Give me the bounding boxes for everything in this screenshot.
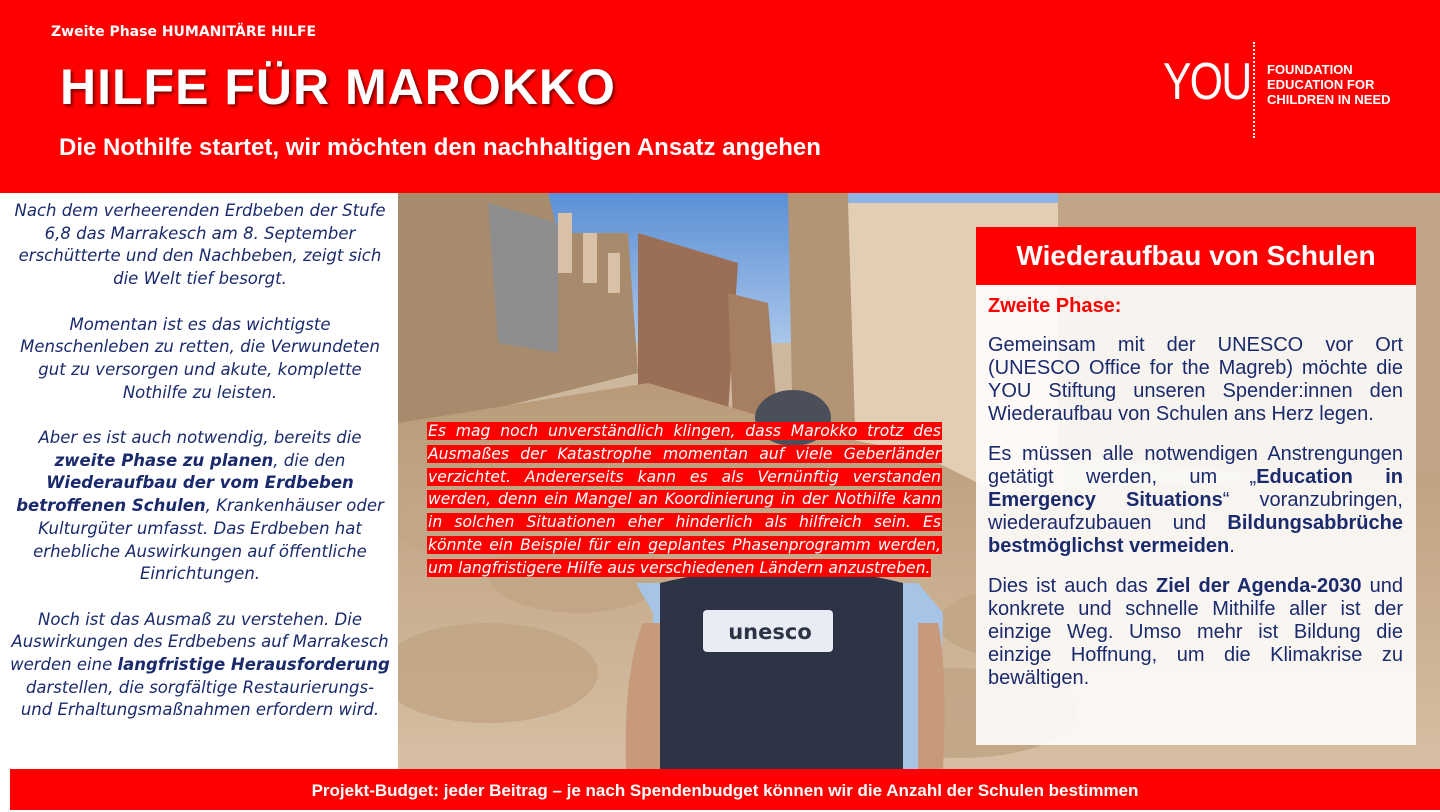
text-run: , die den: [273, 450, 346, 470]
text-run: Es müssen alle notwendigen Anstrengungen getätigt werden, um „: [988, 443, 1403, 488]
emphasis-education-emergency: Education in Emergency Situations: [988, 466, 1403, 511]
page-subtitle: Die Nothilfe startet, wir möchten den nachhaltigen Ansatz angehen: [59, 134, 821, 161]
vest: [660, 568, 903, 769]
emphasis-avoid-dropout: Bildungsabbrüche bestmöglichst vermeiden: [988, 512, 1403, 557]
overlay-note: [427, 420, 942, 580]
you-foundation-logo: [1163, 42, 1413, 138]
text-run: Aber es ist auch notwendig, bereits die: [38, 428, 362, 447]
intro-paragraph-3: [10, 427, 390, 586]
header-banner: [0, 0, 1440, 193]
logo-brand: YOU: [1163, 53, 1251, 111]
budget-footer: Projekt-Budget: jeder Beitrag – je nach Spendenbudget können wir die Anzahl der Schulen bestimmen: [10, 769, 1440, 810]
intro-text: [10, 200, 390, 745]
vest-label: unesco: [728, 620, 812, 644]
panel-paragraph-3: [988, 575, 1403, 690]
logo-text: [1267, 62, 1391, 107]
panel-paragraph-1: Gemeinsam mit der UNESCO vor Ort (UNESCO Office for the Magreb) möchte die YOU Stiftung unseren Spender:innen den Wiederaufbau von Schulen ans Herz legen.: [988, 334, 1403, 425]
phase-label: Zweite Phase:: [988, 295, 1122, 317]
emphasis-agenda-2030: Ziel der Agenda-2030: [1156, 575, 1362, 597]
text-run: und konkrete und schnelle Mithilfe aller ist der einzige Weg. Umso mehr ist Bildung die einzige Hoffnung, um die Klimakrise zu bewältigen.: [988, 575, 1403, 689]
text-run: darstellen, die sorgfältige Restaurierungs- und Erhaltungsmaßnahmen erfordern wird.: [20, 677, 380, 720]
panel-paragraph-2: [988, 443, 1403, 558]
text-run: Dies ist auch das: [988, 575, 1156, 597]
text-run: , Krankenhäuser oder Kulturgüter umfasst. Das Erdbeben hat erhebliche Auswirkungen auf öffentliche Einrichtungen.: [33, 496, 384, 584]
emphasis-second-phase: zweite Phase zu planen: [54, 450, 274, 470]
overlay-text: Es mag noch unverständlich klingen, dass Marokko trotz des Ausmaßes der Katastrophe momentan auf viele Geberländer verzichtet. Andererseits kann es als Vernünftig verstanden werden, denn ein Mangel an Koordinierung in der Nothilfe kann in solchen Situationen eher hinderlich als hilfreich sein. Es könnte ein Beispiel für ein geplantes Phasenprogramm werden, um langfristigere Hilfe aus verschiedenen Ländern anzustreben.: [428, 422, 941, 577]
intro-paragraph-2: Momentan ist es das wichtigste Menschenleben zu retten, die Verwundeten gut zu versorgen und akute, komplette Nothilfe zu leisten.: [20, 314, 380, 402]
intro-paragraph-4: [10, 609, 390, 723]
logo-line-3: CHILDREN IN NEED: [1267, 92, 1391, 107]
panel-body: [976, 285, 1416, 745]
emphasis-school-rebuild: Wiederaufbau der vom Erdbeben betroffenen Schulen: [16, 473, 354, 516]
page-title: HILFE FÜR MAROKKO: [60, 59, 616, 115]
emphasis-long-term: langfristige Herausforderung: [117, 655, 390, 675]
panel-text: [988, 295, 1403, 707]
logo-line-2: EDUCATION FOR: [1267, 77, 1375, 92]
text-run: Noch ist das Ausmaß zu verstehen. Die Auswirkungen des Erdbebens auf Marrakesch werden eine: [10, 609, 389, 675]
text-run: .: [1229, 535, 1235, 557]
panel-heading: Wiederaufbau von Schulen: [976, 227, 1416, 285]
logo-divider: [1253, 42, 1255, 138]
text-run: “ voranzubringen, wiederaufzubauen und: [988, 489, 1403, 534]
left-intro-column: [0, 193, 398, 769]
logo-line-1: FOUNDATION: [1267, 62, 1353, 77]
intro-paragraph-1: Nach dem verheerenden Erdbeben der Stufe 6,8 das Marrakesch am 8. September erschütterte und den Nachbeben, zeigt sich die Welt tief besorgt.: [14, 201, 386, 289]
header-kicker: Zweite Phase HUMANITÄRE HILFE: [51, 24, 317, 40]
